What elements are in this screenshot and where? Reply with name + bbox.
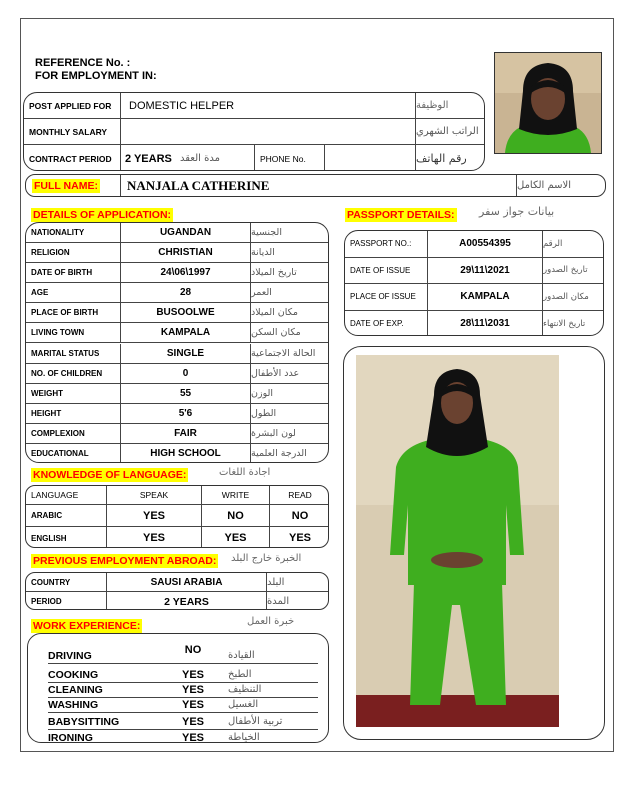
application-value: BUSOOLWE <box>120 303 250 322</box>
work-ar: التنظيف <box>228 684 262 695</box>
passport-row <box>345 258 603 285</box>
application-value: FAIR <box>120 424 250 443</box>
application-ar: الجنسية <box>250 223 329 242</box>
salary-label: MONTHLY SALARY <box>29 126 108 137</box>
application-ar: الحالة الاجتماعية <box>250 344 329 363</box>
application-row <box>26 344 328 364</box>
previous-employment-table <box>25 572 329 610</box>
full-name-value: NANJALA CATHERINE <box>120 175 513 196</box>
work-label: IRONING <box>48 731 93 743</box>
language-cell: NO <box>269 505 329 526</box>
work-experience-title: WORK EXPERIENCE: <box>33 620 141 632</box>
full-body-photo-frame <box>343 346 605 740</box>
application-label: NO. OF CHILDREN <box>31 368 103 378</box>
salary-value <box>120 119 415 144</box>
application-value: SINGLE <box>120 344 250 363</box>
application-title: DETAILS OF APPLICATION: <box>33 209 172 221</box>
period-ar: المدة <box>266 592 329 610</box>
application-value: 0 <box>120 364 250 383</box>
language-cell: ENGLISH <box>31 533 67 543</box>
language-table <box>25 485 329 548</box>
application-value: 5'6 <box>120 404 250 423</box>
application-value: UGANDAN <box>120 223 250 242</box>
application-label: HEIGHT <box>31 408 62 418</box>
language-cell: YES <box>106 505 201 526</box>
passport-value: A00554395 <box>427 231 542 257</box>
work-ar: الطبخ <box>228 669 252 680</box>
application-label: PLACE OF BIRTH <box>31 308 99 318</box>
passport-ar: مكان الصدور <box>542 284 604 310</box>
language-cell: ARABIC <box>31 511 63 520</box>
work-ar: الخياطة <box>228 732 260 743</box>
passport-label: PASSPORT NO.: <box>350 239 412 249</box>
application-row <box>26 303 328 323</box>
work-row <box>28 682 328 697</box>
work-value: YES <box>181 683 204 696</box>
application-value: CHRISTIAN <box>120 243 250 262</box>
work-label: CLEANING <box>48 683 103 696</box>
previous-employment-title-ar: الخبرة خارج البلد <box>231 553 302 564</box>
full-name-label: FULL NAME: <box>34 179 98 192</box>
application-label: WEIGHT <box>31 388 63 398</box>
application-value: 24\06\1997 <box>120 263 250 282</box>
employment-label: FOR EMPLOYMENT IN: <box>35 70 157 82</box>
application-ar: عدد الأطفال <box>250 364 329 383</box>
application-label: RELIGION <box>31 248 70 258</box>
passport-table <box>344 230 604 336</box>
work-value: YES <box>181 668 204 681</box>
application-ar: الدرجة العلمية <box>250 444 329 463</box>
work-row <box>28 643 328 663</box>
passport-label: DATE OF EXP. <box>350 319 404 329</box>
application-label: NATIONALITY <box>31 228 85 238</box>
language-header: SPEAK <box>106 486 201 504</box>
passport-row <box>345 231 603 258</box>
full-body-photo <box>356 355 559 727</box>
application-ar: العمر <box>250 283 329 302</box>
application-form <box>20 18 614 752</box>
language-row <box>26 527 328 548</box>
application-label: MARITAL STATUS <box>31 348 100 358</box>
contract-value: 2 YEARS <box>120 145 180 171</box>
work-experience-table <box>27 633 329 743</box>
application-value: 55 <box>120 384 250 403</box>
application-row <box>26 283 328 303</box>
work-divider <box>48 712 318 713</box>
application-row <box>26 404 328 424</box>
application-ar: الديانة <box>250 243 329 262</box>
application-label: COMPLEXION <box>31 428 85 438</box>
application-table <box>25 222 329 463</box>
work-ar: الغسيل <box>228 699 259 710</box>
application-row <box>26 223 328 243</box>
work-row <box>28 697 328 712</box>
period-label: PERIOD <box>31 597 62 606</box>
headshot-photo <box>494 52 602 154</box>
language-row <box>26 505 328 527</box>
passport-label: PLACE OF ISSUE <box>350 292 416 302</box>
work-label: WASHING <box>48 698 99 711</box>
language-title-ar: اجادة اللغات <box>219 467 271 478</box>
application-value: KAMPALA <box>120 323 250 342</box>
post-ar: الوظيفة <box>415 93 485 118</box>
language-header: READ <box>269 486 329 504</box>
application-row <box>26 364 328 384</box>
language-cell: NO <box>201 505 269 526</box>
post-value: DOMESTIC HELPER <box>120 93 415 118</box>
phone-value <box>324 145 415 171</box>
phone-label: PHONE No. <box>254 145 324 171</box>
work-row <box>28 730 328 743</box>
full-name-box <box>25 174 606 197</box>
application-row <box>26 444 328 463</box>
language-cell: YES <box>106 527 201 548</box>
work-value: YES <box>181 731 204 743</box>
language-cell: YES <box>269 527 329 548</box>
work-value: YES <box>181 715 204 728</box>
passport-ar: تاريخ الانتهاء <box>542 311 604 337</box>
work-ar: تربية الأطفال <box>228 716 283 727</box>
contract-label: CONTRACT PERIOD <box>29 153 112 164</box>
contract-ar: مدة العقد <box>180 153 220 164</box>
language-header-row <box>26 486 328 505</box>
work-label: DRIVING <box>48 649 92 662</box>
work-row <box>28 714 328 729</box>
language-cell: YES <box>201 527 269 548</box>
language-header: LANGUAGE <box>31 490 79 500</box>
passport-label: DATE OF ISSUE <box>350 265 411 275</box>
application-row <box>26 243 328 263</box>
passport-ar: الرقم <box>542 231 604 257</box>
work-value: NO <box>184 643 202 656</box>
application-label: DATE OF BIRTH <box>31 268 93 278</box>
application-label: AGE <box>31 288 49 298</box>
application-ar: لون البشرة <box>250 424 329 443</box>
application-value: 28 <box>120 283 250 302</box>
work-experience-title-ar: خبرة العمل <box>247 616 295 627</box>
application-label: EDUCATIONAL <box>31 449 89 459</box>
language-header: WRITE <box>201 486 269 504</box>
passport-row <box>345 311 603 337</box>
work-label: BABYSITTING <box>48 715 120 728</box>
application-row <box>26 263 328 283</box>
position-table <box>23 92 485 171</box>
language-title: KNOWLEDGE OF LANGUAGE: <box>33 469 187 481</box>
country-label: COUNTRY <box>31 577 71 587</box>
application-ar: مكان السكن <box>250 323 329 342</box>
application-ar: الطول <box>250 404 329 423</box>
application-value: HIGH SCHOOL <box>120 444 250 463</box>
passport-row <box>345 284 603 311</box>
passport-value: KAMPALA <box>427 284 542 310</box>
country-ar: البلد <box>266 573 329 591</box>
salary-ar: الراتب الشهري <box>415 119 485 144</box>
phone-ar: رقم الهاتف <box>415 145 485 171</box>
work-row <box>28 667 328 682</box>
work-value: YES <box>181 698 204 711</box>
application-ar: تاريخ الميلاد <box>250 263 329 282</box>
passport-ar: تاريخ الصدور <box>542 258 604 284</box>
application-row <box>26 323 328 343</box>
application-row <box>26 424 328 444</box>
previous-employment-title: PREVIOUS EMPLOYMENT ABROAD: <box>33 555 217 567</box>
application-row <box>26 384 328 404</box>
work-ar: القيادة <box>228 650 255 661</box>
country-value: SAUSI ARABIA <box>106 573 266 591</box>
application-ar: الوزن <box>250 384 329 403</box>
period-value: 2 YEARS <box>106 592 266 610</box>
application-ar: مكان الميلاد <box>250 303 329 322</box>
reference-label: REFERENCE No. : <box>35 57 131 69</box>
work-divider <box>48 663 318 664</box>
passport-value: 29\11\2021 <box>427 258 542 284</box>
passport-title-ar: بيانات جواز سفر <box>479 205 555 218</box>
full-name-ar: الاسم الكامل <box>516 175 606 196</box>
passport-title: PASSPORT DETAILS: <box>347 209 455 221</box>
work-label: COOKING <box>48 668 99 681</box>
application-label: LIVING TOWN <box>31 328 85 338</box>
post-label: POST APPLIED FOR <box>29 100 112 111</box>
passport-value: 28\11\2031 <box>427 311 542 337</box>
